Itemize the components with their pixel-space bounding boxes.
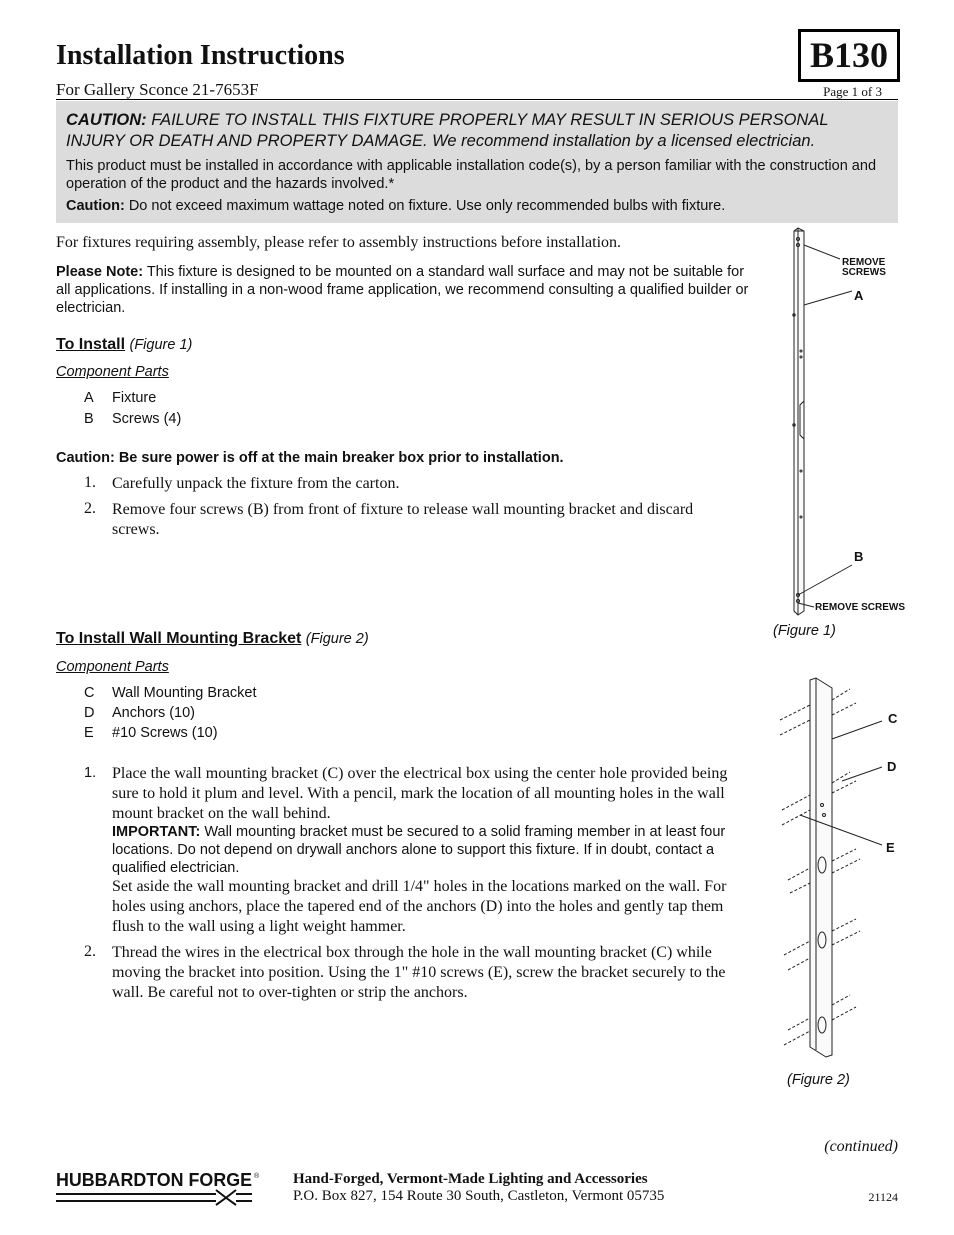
- product-subtitle: For Gallery Sconce 21-7653F: [56, 80, 259, 99]
- document-number: 21124: [868, 1190, 898, 1204]
- component-parts-heading: Component Parts: [56, 364, 169, 380]
- important-label: IMPORTANT:: [112, 824, 201, 840]
- figure2-bracket-diagram: [770, 675, 920, 1060]
- please-note: [56, 263, 756, 317]
- please-note-text: This fixture is designed to be mounted on a standard wall surface and may not be suitable for all applications. If installing in a non-wood frame application, we recommend consulting a qualified builder or electrician.: [56, 264, 749, 316]
- part-letter: D: [84, 705, 95, 721]
- part-letter: A: [84, 390, 94, 406]
- caution-code-notice: This product must be installed in accordance with applicable installation code(s), by a person familiar with the construction and operation of the product and the hazards involved.*: [66, 158, 877, 192]
- figure1-label-b: B: [854, 549, 864, 564]
- footer-tagline: Hand-Forged, Vermont-Made Lighting and Accessories: [293, 1171, 648, 1187]
- caution-main-text: FAILURE TO INSTALL THIS FIXTURE PROPERLY MAY RESULT IN SERIOUS PERSONAL INJURY OR DEATH AND PROPERTY DAMAGE. We recommend installation by a licensed electrician.: [66, 111, 829, 150]
- callout-remove-screws-top: SCREWS: [842, 267, 886, 278]
- step-number: 2.: [84, 943, 96, 960]
- caution-main-warning: [66, 110, 886, 152]
- figure1-fixture-diagram: [770, 225, 920, 620]
- caution-wattage-notice: [66, 198, 886, 214]
- logo-registered-mark: ®: [254, 1173, 260, 1180]
- figure2-caption: (Figure 2): [787, 1072, 850, 1088]
- part-name: #10 Screws (10): [112, 725, 218, 741]
- part-name: Wall Mounting Bracket: [112, 685, 257, 701]
- step-text: Carefully unpack the fixture from the carton.: [112, 475, 400, 492]
- part-name: Fixture: [112, 390, 157, 406]
- step-continuation: Set aside the wall mounting bracket and drill 1/4" holes in the locations marked on the wall. For holes using anchors, place the tapered end of the anchors (D) into the holes and gently tap them flush to the wall using a light weight hammer.: [112, 878, 727, 935]
- wattage-caution-label: Caution:: [66, 198, 125, 214]
- step-text: Thread the wires in the electrical box through the hole in the wall mounting bracket (C) while moving the bracket into position. Using the 1" #10 screws (E), screw the bracket securely to the wall. Be careful not to over-tighten or strip the anchors.: [112, 944, 726, 1001]
- power-off-warning: Caution: Be sure power is off at the main breaker box prior to installation.: [56, 450, 564, 466]
- page-number: Page 1 of 3: [823, 84, 882, 99]
- figure1-caption: (Figure 1): [773, 623, 836, 639]
- important-note: [112, 823, 737, 877]
- step-number: 1.: [84, 474, 96, 491]
- product-code-badge: B130: [798, 29, 900, 82]
- section-to-install: [56, 336, 192, 354]
- callout-remove-screws-bottom: REMOVE SCREWS: [815, 602, 906, 613]
- wattage-caution-text: Do not exceed maximum wattage noted on fixture. Use only recommended bulbs with fixture.: [124, 198, 726, 214]
- footer-address: P.O. Box 827, 154 Route 30 South, Castleton, Vermont 05735: [293, 1188, 665, 1204]
- figure2-label-d: D: [887, 759, 897, 774]
- figure2-label-e: E: [886, 840, 895, 855]
- please-note-label: Please Note:: [56, 264, 144, 280]
- part-letter: E: [84, 725, 94, 741]
- section-heading: To Install Wall Mounting Bracket: [56, 630, 302, 647]
- assembly-intro: For fixtures requiring assembly, please refer to assembly instructions before installation.: [56, 234, 622, 251]
- section-heading: To Install: [56, 336, 126, 353]
- logo-wordmark: HUBBARDTON FORGE: [56, 1170, 252, 1190]
- component-parts-heading: Component Parts: [56, 659, 169, 675]
- part-letter: B: [84, 411, 94, 427]
- figure-reference: (Figure 1): [129, 337, 193, 353]
- caution-label: CAUTION:: [66, 111, 147, 129]
- step-text: Place the wall mounting bracket (C) over the electrical box using the center hole provided being sure to hold it plum and level. With a pencil, mark the location of all mounting holes in the wall mount bracket on the wall behind.: [112, 765, 728, 822]
- part-letter: C: [84, 685, 95, 701]
- section-wall-bracket: [56, 630, 369, 648]
- figure-reference: (Figure 2): [305, 631, 369, 647]
- callout-remove-screws-top: REMOVE: [842, 257, 886, 268]
- step-number: 1.: [84, 765, 97, 781]
- step-number: 2.: [84, 500, 96, 517]
- header-divider: [56, 99, 898, 100]
- step-text: Remove four screws (B) from front of fixture to release wall mounting bracket and discard screws.: [112, 501, 694, 538]
- part-name: Screws (4): [112, 411, 182, 427]
- hubbardton-forge-logo: [56, 1168, 262, 1208]
- figure1-label-a: A: [854, 288, 864, 303]
- continued-note: (continued): [824, 1138, 898, 1155]
- part-name: Anchors (10): [112, 705, 196, 721]
- figure2-label-c: C: [888, 711, 898, 726]
- important-text: Wall mounting bracket must be secured to a solid framing member in at least four locations. Do not depend on drywall anchors alone to support this fixture. If in doubt, contact a qualified electrician.: [112, 824, 726, 876]
- page-title: Installation Instructions: [56, 40, 345, 71]
